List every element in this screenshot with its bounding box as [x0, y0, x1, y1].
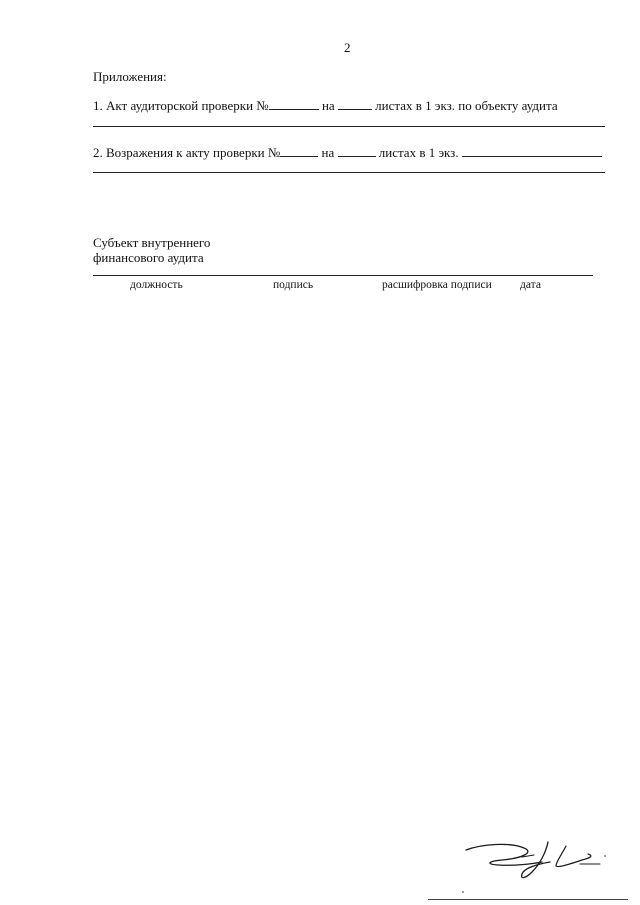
signatory-title-line-1: Субъект внутреннего [93, 235, 211, 250]
attachment-item-1-on: на [321, 98, 335, 113]
caption-signature: подпись [273, 279, 314, 291]
signatory-title-line-2: финансового аудита [93, 250, 204, 265]
attachment-item-2-sheets-blank [338, 145, 376, 157]
attachments-heading: Приложения: [93, 69, 167, 84]
attachment-item-2-number-blank [280, 145, 318, 157]
attachment-item-1-prefix: 1. Акт аудиторской проверки № [93, 98, 269, 113]
attachment-item-1 [93, 98, 558, 113]
scan-bottom-edge-line [428, 899, 628, 900]
attachment-item-1-suffix: листах в 1 экз. по объекту аудита [375, 98, 558, 113]
caption-position: должность [130, 279, 183, 291]
attachment-item-2-continuation-line [93, 172, 605, 173]
attachment-item-1-number-blank [269, 98, 319, 110]
attachment-item-2 [93, 145, 602, 160]
signature-line [93, 275, 593, 276]
attachment-item-1-continuation-line [93, 126, 605, 127]
attachment-item-2-suffix: листах в 1 экз. [378, 145, 459, 160]
caption-name-decoding: расшифровка подписи [382, 279, 492, 291]
attachment-item-2-on: на [321, 145, 335, 160]
handwritten-signature [462, 834, 612, 894]
attachment-item-1-sheets-blank [338, 98, 372, 110]
attachment-item-2-prefix: 2. Возражения к акту проверки № [93, 145, 281, 160]
page-number: 2 [344, 40, 351, 55]
caption-date: дата [520, 279, 541, 291]
attachment-item-2-trailing-blank [462, 145, 602, 157]
